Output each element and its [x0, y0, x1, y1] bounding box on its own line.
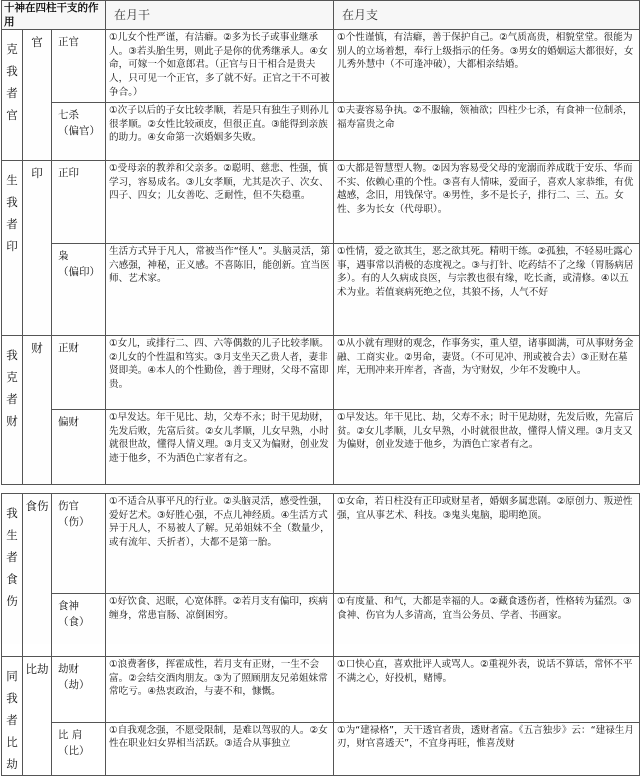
month-stem-effect: ①好饮食、迟眠，心宽体胖。②若月支有偏印，疾病缠身，常患盲肠、凉倒困穷。	[106, 594, 334, 657]
ten-god-name-cell	[52, 657, 106, 723]
month-branch-effect: ①夫妻容易争执。②不服输，领袖欲；四柱少七杀，有食神一位制杀，福寿富贵之命	[334, 103, 640, 161]
month-branch-effect: ①为“建禄格”，天干透官者贵，透财者富。《五言独步》云：“建禄生月刃，财官喜透天”，不宜身再旺，惟喜茂财	[334, 722, 640, 775]
category-char: 生	[6, 528, 18, 543]
category-char: 我	[6, 691, 18, 706]
category-char: 伤	[6, 594, 18, 609]
month-stem-effect: ①浪费奢侈，挥霍成性，若月支有正财，一生不会富。②会结交酒肉朋友。③为了照顾朋友兄弟姐妹常常吃亏。④热衷政治，与妻不和，慷慨。	[106, 657, 334, 723]
header-row	[2, 1, 640, 30]
month-stem-effect: ①儿女个性严谨，有洁癖。②多为长子或事业继承人。③若头胎生男，则此子是你的优秀继承人。④女命，可嫁一个如意郎君。（正官与日干相合是贵夫人，只可见一个正官，多了就不好。正官之干不可被争合。）	[106, 30, 334, 103]
subcategory-label: 印	[31, 166, 43, 181]
group-gap-row	[2, 485, 640, 494]
ten-god-name-cell	[52, 103, 106, 161]
ten-god-name: 食神	[58, 600, 79, 613]
ten-god-name: （偏官）	[58, 125, 100, 138]
month-stem-effect: ①自我观念强，不愿受限制，是难以驾驭的人。②女性在职业妇女界相当活跃。③适合从事独立	[106, 722, 334, 775]
month-branch-effect: ①从小就有理财的观念，作事务实，重人望，诸事圆满，可从事财务金融、工商实业。②男命，妻贤。（不可见冲、刑或被合去）③正财在墓库，无刑冲来开库者，吝啬，为守财奴，少年不发晚中人。	[334, 336, 640, 410]
category-char: 我	[6, 64, 18, 79]
table-row	[2, 161, 640, 244]
table-row	[2, 336, 640, 410]
month-branch-effect: ①性情，爱之欲其生，恶之欲其死。精明干练。②孤独，不轻易吐露心事，遇事常以消极的态度视之。③与打针、吃药结不了之缘（胃肠病居多）。有的人久病成良医，与宗教也很有缘，吃长斋，或清修。④以五术为业。若值衰病死绝之位，其狼不扬，人气不好	[334, 244, 640, 336]
category-char: 官	[6, 108, 18, 123]
ten-god-name-cell	[52, 494, 106, 594]
ten-god-name: 伤官	[58, 500, 79, 513]
ten-god-name: （食）	[58, 616, 90, 629]
category-char: 食	[6, 572, 18, 587]
ten-god-name-cell	[52, 336, 106, 410]
month-stem-effect: ①不适合从事平凡的行业。②头脑灵活，感受性强，爱好艺术。③好胜心强，不点儿神经质。④生活方式异于凡人，不易被人了解。兄弟姐妹不全（数量少，或有流年、夭折者），大都不是第一胎。	[106, 494, 334, 594]
table-row	[2, 657, 640, 723]
category-char: 者	[6, 713, 18, 728]
ten-god-name: 偏财	[58, 416, 79, 429]
column-header-month-branch: 在月支	[334, 1, 640, 30]
category-char: 者	[6, 550, 18, 565]
ten-god-name: 枭	[58, 250, 69, 263]
month-branch-effect: ①口快心直，喜欢批评人或骂人。②重视外表，说话不算话，常怀不平不满之心，好投机，赌博。	[334, 657, 640, 723]
month-stem-effect: ①受母亲的教养和父亲多。②聪明、慈悲、性强，慎学习，容易成名。③儿女孝顺，尤其是次子、次女、四子、四女；儿女善吃、乏耐性，但不失稳重。	[106, 161, 334, 244]
ten-god-name: 正官	[58, 36, 79, 49]
table-row	[2, 410, 640, 485]
column-header-month-stem: 在月干	[106, 1, 334, 30]
table-row	[2, 30, 640, 103]
group-gap-cell	[2, 485, 640, 494]
ten-god-name: 正印	[58, 167, 79, 180]
category-cell	[2, 161, 23, 336]
table-row	[2, 494, 640, 594]
table-row	[2, 244, 640, 336]
category-char: 财	[6, 414, 18, 429]
category-cell	[2, 657, 23, 776]
subcategory-cell	[23, 30, 52, 161]
month-branch-effect: ①有度量、和气，大都是幸福的人。②藏食透伤者，性格转为猛烈。③食神、伤官为人多清高，宜当公务员、学者、书画家。	[334, 594, 640, 657]
subcategory-label: 财	[31, 341, 43, 356]
month-stem-effect: ①女儿，或排行二、四、六等偶数的儿子比较孝顺。②儿女的个性温和笃实。③月支坐天乙贵人者，妻非贤即美。④本人的个性勤俭，善于理财，父母不富即贵。	[106, 336, 334, 410]
ten-god-name: （比）	[58, 744, 90, 757]
subcategory-cell	[23, 657, 52, 776]
month-stem-effect: ①次子以后的子女比较孝顺，若是只有独生子则孙儿很孝顺。②女性比较顽皮，但很正直。③能得到亲族的助力。④女命第一次婚姻多失败。	[106, 103, 334, 161]
subcategory-label: 官	[31, 35, 43, 50]
category-char: 印	[6, 239, 18, 254]
category-char: 克	[6, 42, 18, 57]
category-char: 生	[6, 173, 18, 188]
table-row	[2, 594, 640, 657]
ten-god-name: 比 肩	[58, 728, 83, 741]
ten-god-name: （劫）	[58, 679, 90, 692]
category-char: 者	[6, 86, 18, 101]
table-body	[2, 1, 640, 776]
ten-god-name: 正财	[58, 342, 79, 355]
category-char: 我	[6, 348, 18, 363]
subcategory-cell	[23, 161, 52, 336]
subcategory-cell	[23, 336, 52, 485]
category-char: 我	[6, 506, 18, 521]
ten-god-name-cell	[52, 161, 106, 244]
month-stem-effect: 生活方式异于凡人，常被当作“怪人”。头脑灵活，第六感强，神秘，正义感。不喜陈旧，能创新。宜当医师、艺术家。	[106, 244, 334, 336]
month-branch-effect: ①个性谨慎，有洁癖，善于保护自己。②气质高贵，相貌堂堂。很能为别人的立场着想，奉行上级指示的任务。③男女的婚姻运大都很好，女儿秀外慧中（不可逢冲破），大都相亲结婚。	[334, 30, 640, 103]
ten-god-name-cell	[52, 30, 106, 103]
category-char: 者	[6, 217, 18, 232]
category-char: 劫	[6, 757, 18, 772]
month-branch-effect: ①女命，若日柱没有正印或财星者，婚姻多属悲剧。②原创力、叛逆性强，宜从事艺术、科技。③鬼头鬼脑，聪明绝顶。	[334, 494, 640, 594]
ten-gods-table	[1, 0, 640, 776]
ten-god-name-cell	[52, 410, 106, 485]
subcategory-label: 食伤	[25, 499, 49, 514]
subcategory-label: 比劫	[25, 662, 49, 677]
ten-god-name: （伤）	[58, 516, 90, 529]
month-stem-effect: ①早发达。年干见比、劫，父寿不永；时干见劫财，先发后败，先富后贫。②女儿孝顺，儿女早熟，小时就很世故，懂得人情义理。③月支又为偏财，创业发迹于他乡，不为酒色亡家者有之。	[106, 410, 334, 485]
category-char: 比	[6, 735, 18, 750]
ten-god-name: （偏印）	[58, 266, 100, 279]
ten-god-name: 七杀	[58, 109, 79, 122]
category-char: 同	[6, 669, 18, 684]
category-char: 克	[6, 370, 18, 385]
subcategory-cell	[23, 494, 52, 657]
ten-god-name: 劫财	[58, 663, 79, 676]
ten-god-name-cell	[52, 244, 106, 336]
category-cell	[2, 494, 23, 657]
table-row	[2, 103, 640, 161]
category-cell	[2, 30, 23, 161]
month-branch-effect: ①早发达。年干见比、劫，父寿不永；时干见劫财，先发后败，先富后贫。②女儿孝顺，儿女早熟，小时就很世故，懂得人情义理。③月支又为偏财，创业发迹于他乡，为酒色亡家者有之。	[334, 410, 640, 485]
table-row	[2, 722, 640, 775]
ten-god-name-cell	[52, 722, 106, 775]
table-title: 十神在四柱干支的作用	[2, 1, 106, 30]
category-cell	[2, 336, 23, 485]
category-char: 我	[6, 195, 18, 210]
ten-god-name-cell	[52, 594, 106, 657]
category-char: 者	[6, 392, 18, 407]
month-branch-effect: ①大都是智慧型人物。②因为容易受父母的宠溺而养成耽于安乐、华而不实、依赖心重的个性。③喜有人情味，爱面子，喜欢人家恭维，有优越感，念旧，用钱保守。④男性，多不是长子，排行二、三、五。女性、多为长女（代母职）。	[334, 161, 640, 244]
